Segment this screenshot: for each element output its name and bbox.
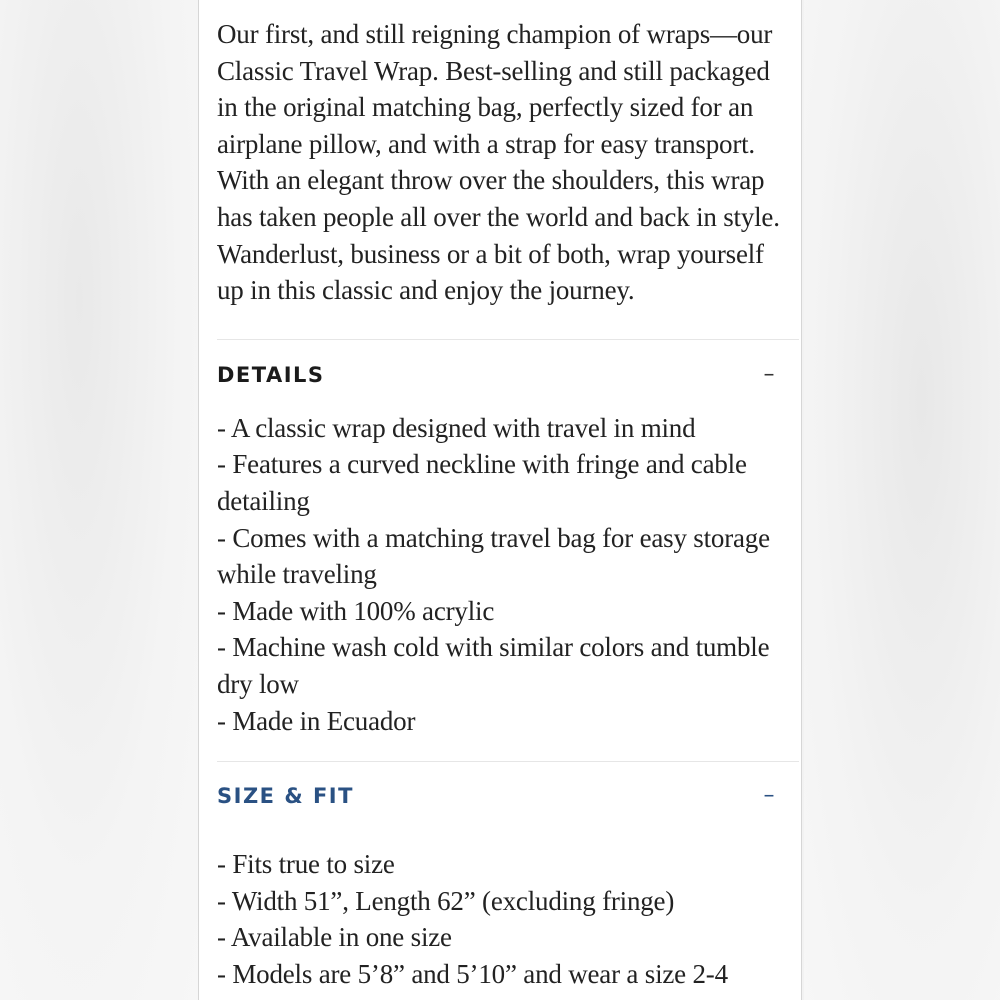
background-left (0, 0, 198, 1000)
list-item: - Comes with a matching travel bag for easy storage while traveling (217, 522, 770, 590)
collapse-minus-icon[interactable]: – (763, 361, 775, 387)
collapse-minus-icon[interactable]: – (763, 783, 775, 809)
details-section-title: DETAILS (217, 362, 325, 387)
list-item: - Made in Ecuador (217, 705, 416, 736)
list-item: - Available in one size (217, 922, 452, 953)
list-item: - Models are 5’8” and 5’10” and wear a size 2-4 (217, 958, 728, 989)
list-item: - Machine wash cold with similar colors and tumble dry low (217, 632, 770, 699)
list-item: - Fits true to size (217, 849, 395, 880)
size-fit-accordion-header[interactable] (217, 762, 779, 830)
details-accordion-header[interactable] (217, 340, 779, 410)
details-list (217, 410, 782, 739)
product-description-panel (198, 0, 802, 1000)
product-description-content (217, 0, 797, 992)
list-item: - A classic wrap designed with travel in mind (217, 412, 696, 443)
size-fit-section-title: SIZE & FIT (217, 784, 354, 809)
background-right (804, 0, 1000, 1000)
product-intro-text: Our first, and still reigning champion of wraps—our Classic Travel Wrap. Best-selling and still packaged in the original matching bag, perfectly sized for an airplane pillow, and with a strap for easy transport. With an elegant throw over the shoulders, this wrap has taken people all over the world and back in style. Wanderlust, business or a bit of both, wrap yourself up in this classic and enjoy the journey. (217, 19, 780, 306)
list-item: - Features a curved neckline with fringe and cable detailing (217, 449, 747, 516)
list-item: - Made with 100% acrylic (217, 595, 495, 626)
size-fit-list (217, 846, 782, 992)
list-item: - Width 51”, Length 62” (excluding fringe) (217, 885, 675, 916)
